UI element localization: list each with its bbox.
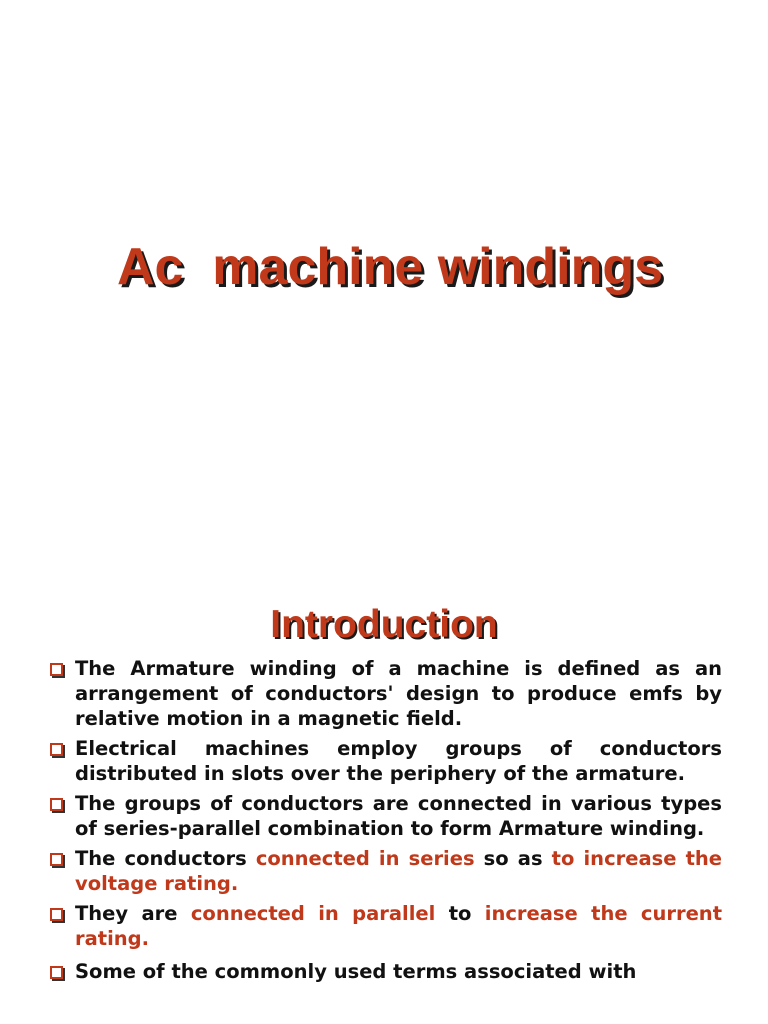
bullet-highlight: to increase the voltage rating. <box>75 847 722 895</box>
bullet-text: The Armature winding of a machine is defined as an arrangement of conductors' design to produce emfs by relative motion in a magnetic field. <box>75 657 722 730</box>
bullet-text: The groups of conductors are connected in various types of series-parallel combination to form Armature winding. <box>75 792 722 840</box>
bullet-text: They are <box>75 902 191 925</box>
bullet-parallel-current <box>48 901 722 951</box>
bullet-highlight: connected in parallel <box>190 902 436 925</box>
bullet-text: The conductors <box>75 847 256 870</box>
square-bullet-icon <box>50 853 63 866</box>
bullet-conductor-groups <box>48 736 722 786</box>
bullet-armature-definition <box>48 656 722 731</box>
bullet-text: so as <box>474 847 552 870</box>
bullet-list <box>48 656 722 984</box>
slide-title: Ac machine windings <box>116 238 664 296</box>
bullet-highlight: increase the current rating. <box>75 902 723 950</box>
bullet-text: Electrical machines employ groups of conductors distributed in slots over the periphery of the armature. <box>75 737 722 785</box>
bullet-common-terms <box>48 959 722 984</box>
square-bullet-icon <box>50 966 63 979</box>
square-bullet-icon <box>50 798 63 811</box>
square-bullet-icon <box>50 663 63 676</box>
square-bullet-icon <box>50 743 63 756</box>
bullet-text: to <box>435 902 485 925</box>
bullet-series-parallel <box>48 791 722 841</box>
bullet-text: Some of the commonly used terms associated with <box>75 960 637 983</box>
square-bullet-icon <box>50 908 63 921</box>
bullet-highlight: connected in series <box>255 847 475 870</box>
bullet-series-voltage <box>48 846 722 896</box>
section-heading: Introduction <box>270 603 498 646</box>
